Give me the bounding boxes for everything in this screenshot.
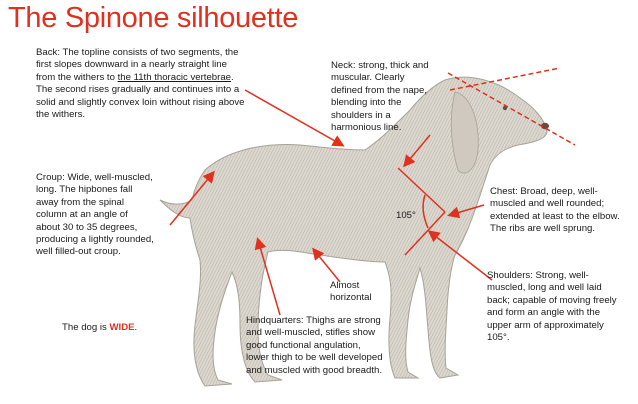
back-underlined: the 11th thoracic vertebrae <box>117 71 231 83</box>
almost-horizontal-label: Almost horizontal <box>330 280 372 304</box>
hindquarters-note: Hindquarters: Thighs are strong and well-muscled, stifles show good functional angulation, lower thigh to be well developed and muscled with good breadth. <box>246 315 383 376</box>
shoulders-note: Shoulders: Strong, well-muscled, long and well laid back; capable of moving freely and form an angle with the upper arm of approximately 105°. <box>487 270 617 344</box>
angle-label: 105° <box>396 210 416 221</box>
back-note <box>36 47 248 121</box>
back-text-after: . The second rises gradually and continues into a solid and slightly convex loin without rising above the withers. <box>36 71 245 121</box>
page-title: The Spinone silhouette <box>8 2 299 34</box>
wide-word: WIDE <box>109 322 135 333</box>
back-text-before: Back: The topline consists of two segments, the first slopes downward in a nearly straight line from the withers to <box>36 47 239 83</box>
chest-note: Chest: Broad, deep, well-muscled and well rounded; extended at least to the elbow. The ribs are well sprung. <box>490 186 620 235</box>
croup-note: Croup: Wide, well-muscled, long. The hipbones fall away from the spinal column at an angle of about 30 to 35 degrees, producing a lightly rounded, well filled-out croup. <box>36 172 154 258</box>
wide-suffix: . <box>134 322 138 333</box>
wide-prefix: The dog is <box>62 322 110 333</box>
wide-note <box>62 322 137 334</box>
neck-note: Neck: strong, thick and muscular. Clearly defined from the nape, blending into the shoulders in a harmonious line. <box>331 60 429 134</box>
